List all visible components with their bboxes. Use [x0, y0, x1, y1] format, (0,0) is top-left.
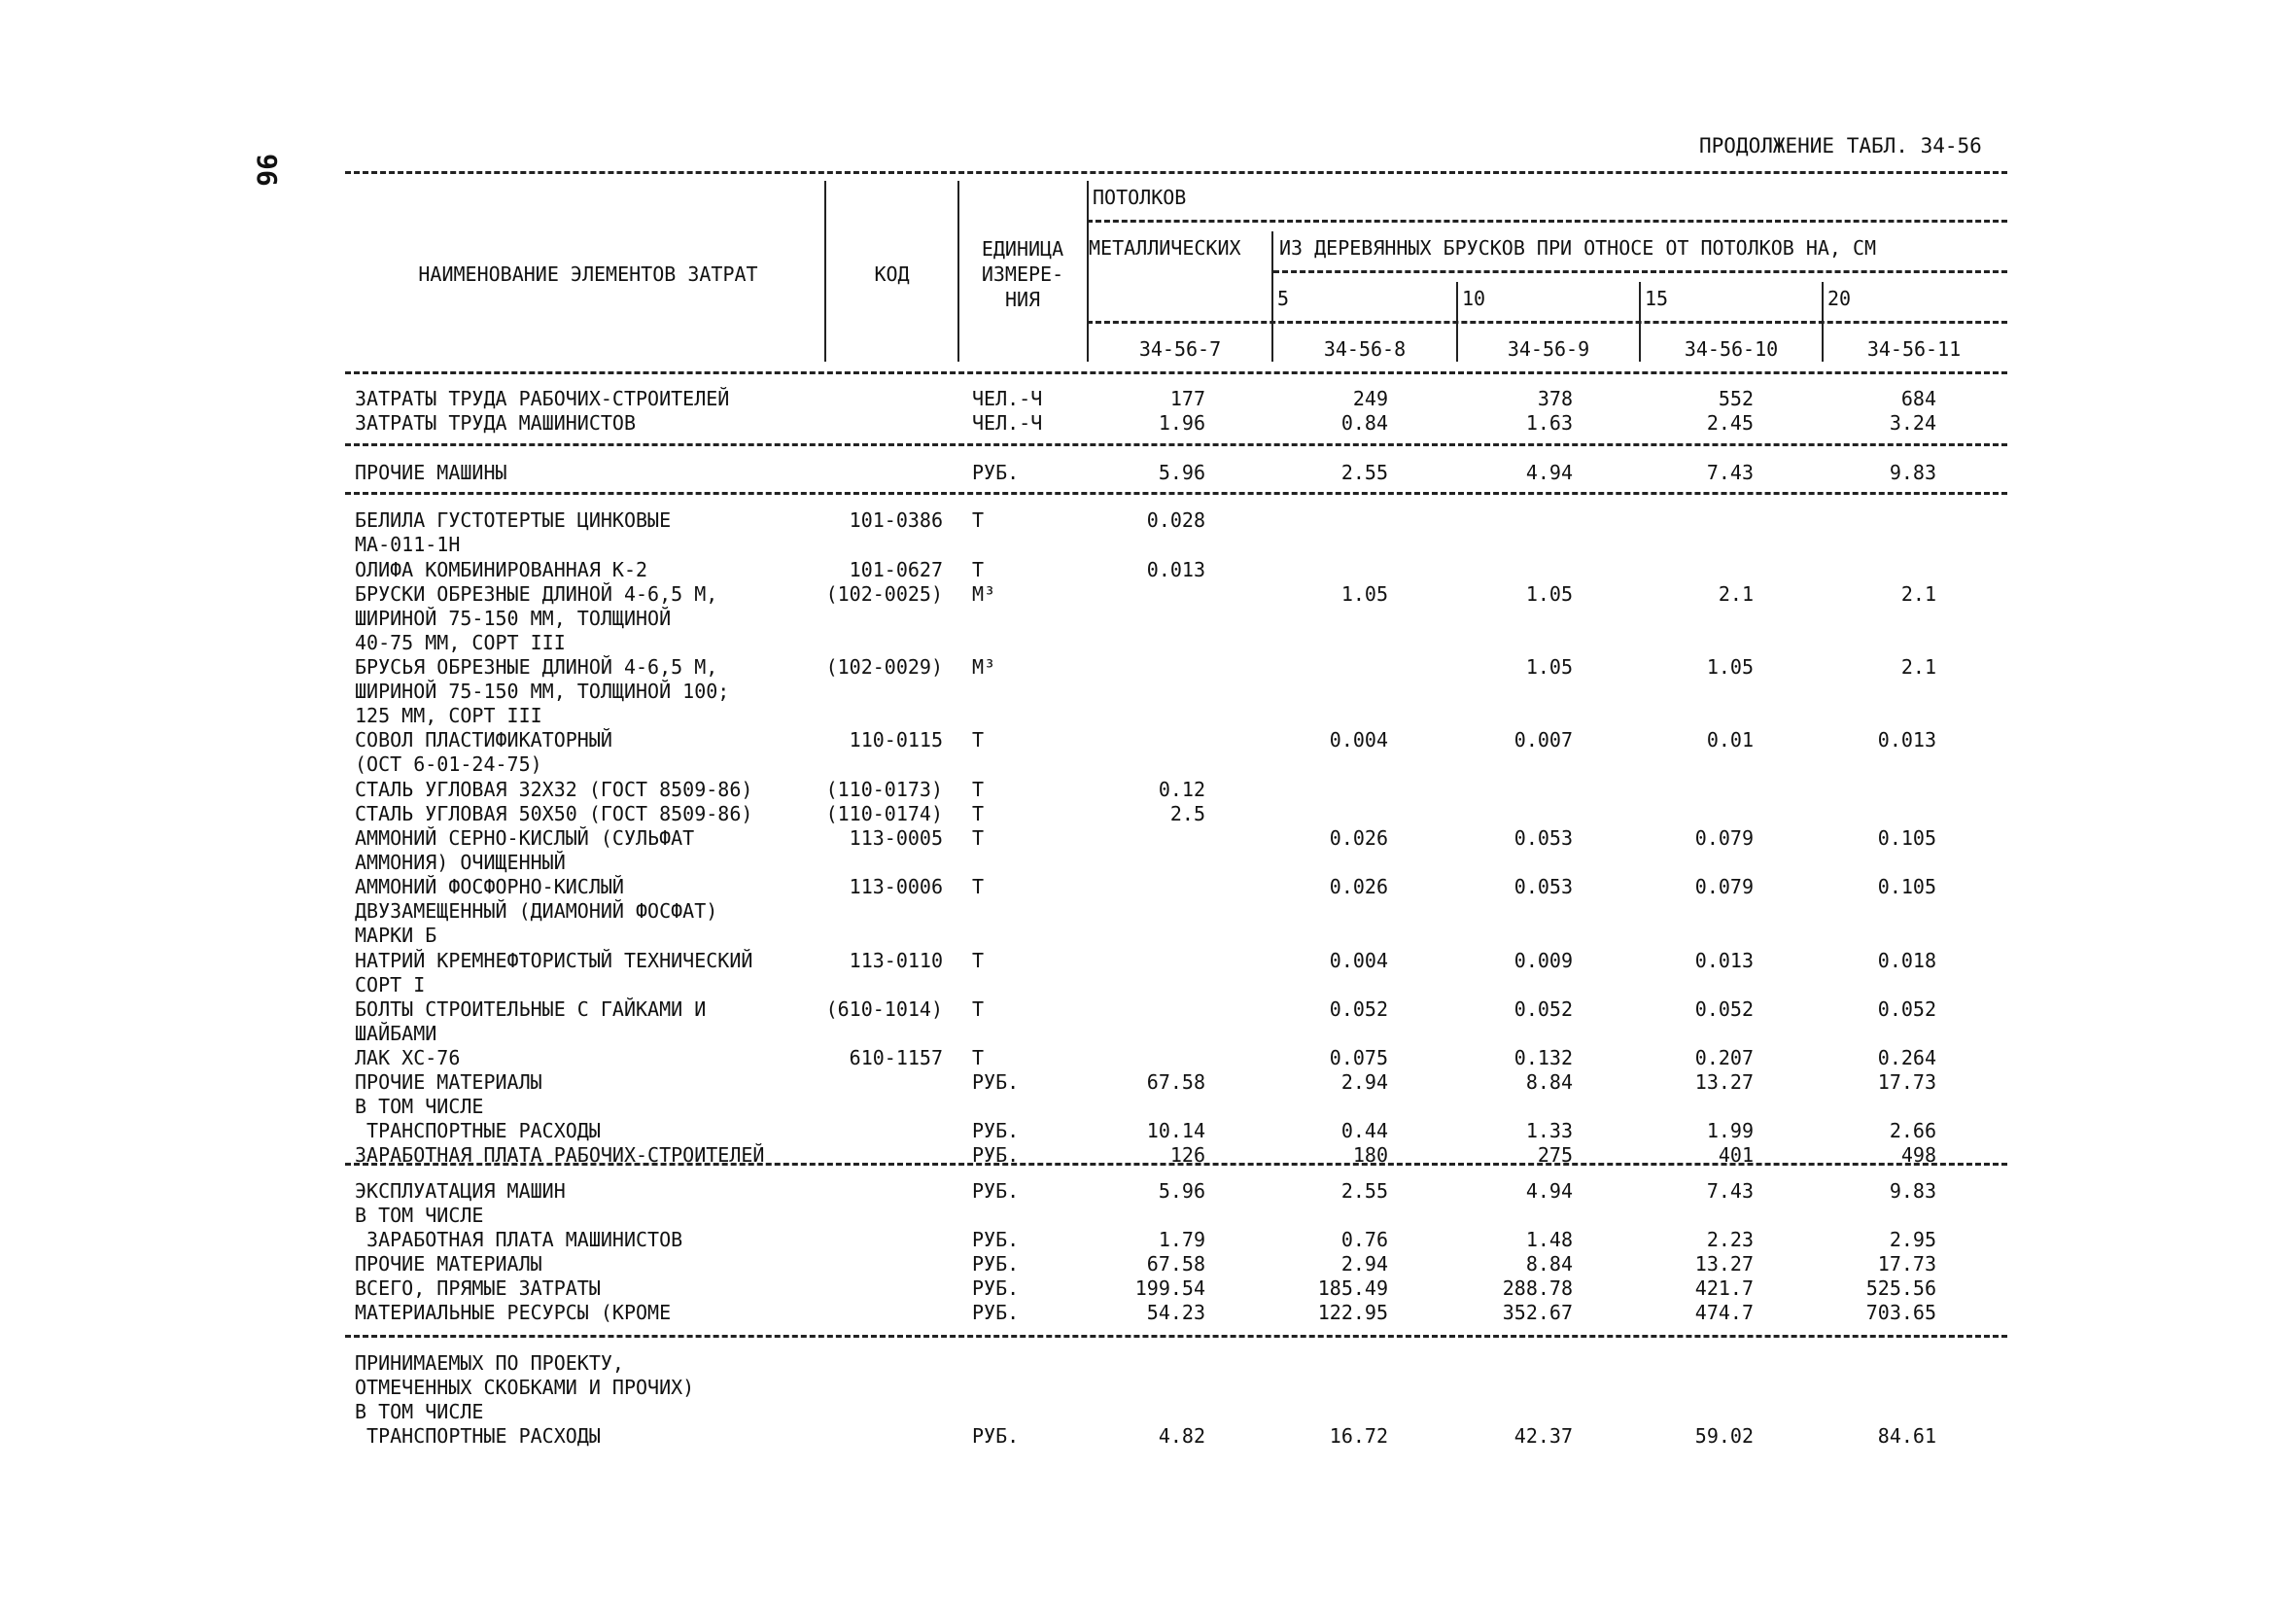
- row-value: 180: [1352, 1143, 1388, 1167]
- header-offset: 15: [1645, 287, 1669, 310]
- row-value: 498: [1900, 1143, 1936, 1167]
- row-name: ПРОЧИЕ МАТЕРИАЛЫ: [355, 1070, 542, 1094]
- row-unit: Т: [972, 778, 985, 801]
- row-value: 0.028: [1146, 508, 1205, 532]
- row-value: 2.1: [1718, 582, 1754, 606]
- row-value: 474.7: [1694, 1301, 1754, 1324]
- row-value: 2.55: [1340, 461, 1388, 484]
- header-column-code: 34-56-11: [1866, 337, 1962, 361]
- row-code: (102-0029): [825, 655, 943, 679]
- row-value: 4.82: [1158, 1424, 1205, 1448]
- row-unit: М³: [972, 582, 996, 606]
- header-rule-3: [1087, 321, 2007, 324]
- row-value: 0.053: [1513, 875, 1573, 898]
- row-code: 113-0110: [849, 949, 943, 972]
- row-unit: РУБ.: [972, 1301, 1020, 1324]
- row-value: 0.76: [1340, 1228, 1388, 1251]
- row-value: 177: [1169, 387, 1205, 410]
- row-value: 2.45: [1706, 411, 1754, 435]
- row-value: 0.84: [1340, 411, 1388, 435]
- header-column-code: 34-56-9: [1507, 337, 1590, 361]
- header-unit-line3: НИЯ: [1004, 288, 1041, 311]
- section-rule-2: [345, 492, 2007, 495]
- row-unit: Т: [972, 728, 985, 752]
- row-value: 0.018: [1877, 949, 1936, 972]
- row-name: ШИРИНОЙ 75-150 ММ, ТОЛЩИНОЙ 100;: [355, 680, 730, 703]
- header-unit-line2: ИЗМЕРЕ-: [981, 262, 1064, 286]
- row-value: 10.14: [1146, 1119, 1205, 1142]
- row-unit: ЧЕЛ.-Ч: [972, 387, 1043, 410]
- row-unit: Т: [972, 997, 985, 1021]
- header-column-code: 34-56-10: [1684, 337, 1779, 361]
- row-value: 2.1: [1900, 655, 1936, 679]
- row-value: 8.84: [1525, 1070, 1573, 1094]
- row-value: 0.013: [1694, 949, 1754, 972]
- row-value: 0.052: [1694, 997, 1754, 1021]
- page-number: 96: [251, 154, 283, 187]
- row-value: 4.94: [1525, 1179, 1573, 1203]
- row-value: 42.37: [1513, 1424, 1573, 1448]
- row-value: 2.5: [1169, 802, 1205, 825]
- row-value: 67.58: [1146, 1252, 1205, 1276]
- row-code: 113-0005: [849, 826, 943, 850]
- header-wood: ИЗ ДЕРЕВЯННЫХ БРУСКОВ ПРИ ОТНОСЕ ОТ ПОТОЛКОВ НА, СМ: [1279, 236, 1877, 260]
- row-unit: РУБ.: [972, 1276, 1020, 1300]
- row-name: БРУСЬЯ ОБРЕЗНЫЕ ДЛИНОЙ 4-6,5 М,: [355, 655, 718, 679]
- row-value: 1.48: [1525, 1228, 1573, 1251]
- header-offset: 10: [1462, 287, 1486, 310]
- row-name: ЗАТРАТЫ ТРУДА РАБОЧИХ-СТРОИТЕЛЕЙ: [355, 387, 730, 410]
- row-name: МАТЕРИАЛЬНЫЕ РЕСУРСЫ (КРОМЕ: [355, 1301, 672, 1324]
- header-offset: 5: [1277, 287, 1290, 310]
- row-value: 67.58: [1146, 1070, 1205, 1094]
- row-name: ЗАРАБОТНАЯ ПЛАТА МАШИНИСТОВ: [355, 1228, 683, 1251]
- row-value: 0.009: [1513, 949, 1573, 972]
- row-unit: РУБ.: [972, 1179, 1020, 1203]
- row-value: 0.052: [1329, 997, 1388, 1021]
- row-unit: Т: [972, 802, 985, 825]
- row-code: 113-0006: [849, 875, 943, 898]
- row-name: ТРАНСПОРТНЫЕ РАСХОДЫ: [355, 1119, 601, 1142]
- row-unit: РУБ.: [972, 1252, 1020, 1276]
- row-value: 3.24: [1889, 411, 1936, 435]
- row-name: ЭКСПЛУАТАЦИЯ МАШИН: [355, 1179, 566, 1203]
- row-value: 249: [1352, 387, 1388, 410]
- row-name: ВСЕГО, ПРЯМЫЕ ЗАТРАТЫ: [355, 1276, 601, 1300]
- row-name: ОЛИФА КОМБИНИРОВАННАЯ К-2: [355, 558, 648, 581]
- row-value: 1.05: [1525, 655, 1573, 679]
- row-unit: ЧЕЛ.-Ч: [972, 411, 1043, 435]
- header-rule-1: [1087, 220, 2007, 223]
- row-name: БРУСКИ ОБРЕЗНЫЕ ДЛИНОЙ 4-6,5 М,: [355, 582, 718, 606]
- row-value: 2.95: [1889, 1228, 1936, 1251]
- section-rule-4: [345, 1335, 2007, 1338]
- row-value: 8.84: [1525, 1252, 1573, 1276]
- row-value: 1.05: [1525, 582, 1573, 606]
- row-value: 703.65: [1865, 1301, 1936, 1324]
- header-name: НАИМЕНОВАНИЕ ЭЛЕМЕНТОВ ЗАТРАТ: [418, 262, 758, 286]
- row-value: 2.1: [1900, 582, 1936, 606]
- row-value: 13.27: [1694, 1252, 1754, 1276]
- row-value: 2.55: [1340, 1179, 1388, 1203]
- row-value: 0.079: [1694, 875, 1754, 898]
- row-name: 40-75 ММ, СОРТ III: [355, 631, 566, 654]
- row-code: 101-0386: [849, 508, 943, 532]
- row-value: 288.78: [1502, 1276, 1573, 1300]
- row-value: 54.23: [1146, 1301, 1205, 1324]
- row-name: ПРИНИМАЕМЫХ ПО ПРОЕКТУ,: [355, 1351, 624, 1375]
- header-separator: [1087, 181, 1089, 362]
- row-value: 16.72: [1329, 1424, 1388, 1448]
- row-value: 0.013: [1146, 558, 1205, 581]
- row-name: МА-011-1Н: [355, 533, 461, 556]
- row-value: 0.026: [1329, 826, 1388, 850]
- row-unit: Т: [972, 1046, 985, 1069]
- row-code: 101-0627: [849, 558, 943, 581]
- row-name: СОВОЛ ПЛАСТИФИКАТОРНЫЙ: [355, 728, 612, 752]
- row-name: ПРОЧИЕ МАТЕРИАЛЫ: [355, 1252, 542, 1276]
- section-rule-1: [345, 443, 2007, 446]
- row-value: 0.007: [1513, 728, 1573, 752]
- row-name: ДВУЗАМЕЩЕННЫЙ (ДИАМОНИЙ ФОСФАТ): [355, 899, 718, 923]
- row-code: (610-1014): [825, 997, 943, 1021]
- row-value: 0.052: [1513, 997, 1573, 1021]
- header-metal: МЕТАЛЛИЧЕСКИХ: [1089, 236, 1241, 260]
- row-name: СОРТ I: [355, 973, 426, 996]
- row-name: АММОНИЙ СЕРНО-КИСЛЫЙ (СУЛЬФАТ: [355, 826, 695, 850]
- row-value: 17.73: [1877, 1070, 1936, 1094]
- row-value: 7.43: [1706, 1179, 1754, 1203]
- row-value: 2.66: [1889, 1119, 1936, 1142]
- header-unit-line1: ЕДИНИЦА: [981, 237, 1064, 261]
- row-value: 0.105: [1877, 875, 1936, 898]
- row-name: ШАЙБАМИ: [355, 1022, 437, 1045]
- row-value: 684: [1900, 387, 1936, 410]
- row-value: 275: [1537, 1143, 1573, 1167]
- row-value: 5.96: [1158, 461, 1205, 484]
- row-value: 0.026: [1329, 875, 1388, 898]
- row-value: 1.96: [1158, 411, 1205, 435]
- row-value: 0.207: [1694, 1046, 1754, 1069]
- row-value: 0.013: [1877, 728, 1936, 752]
- row-value: 5.96: [1158, 1179, 1205, 1203]
- row-unit: М³: [972, 655, 996, 679]
- row-name: БЕЛИЛА ГУСТОТЕРТЫЕ ЦИНКОВЫЕ: [355, 508, 672, 532]
- row-unit: Т: [972, 508, 985, 532]
- row-name: 125 ММ, СОРТ III: [355, 704, 542, 727]
- row-value: 126: [1169, 1143, 1205, 1167]
- row-unit: Т: [972, 558, 985, 581]
- row-code: 610-1157: [849, 1046, 943, 1069]
- row-value: 1.63: [1525, 411, 1573, 435]
- row-unit: РУБ.: [972, 461, 1020, 484]
- row-value: 2.94: [1340, 1252, 1388, 1276]
- row-value: 401: [1718, 1143, 1754, 1167]
- row-value: 0.079: [1694, 826, 1754, 850]
- row-name: В ТОМ ЧИСЛЕ: [355, 1400, 484, 1423]
- row-value: 0.052: [1877, 997, 1936, 1021]
- row-value: 1.33: [1525, 1119, 1573, 1142]
- header-rule-2: [1273, 270, 2007, 273]
- row-value: 0.132: [1513, 1046, 1573, 1069]
- row-unit: РУБ.: [972, 1143, 1020, 1167]
- row-unit: Т: [972, 826, 985, 850]
- row-name: ШИРИНОЙ 75-150 ММ, ТОЛЩИНОЙ: [355, 607, 672, 630]
- row-name: СТАЛЬ УГЛОВАЯ 50Х50 (ГОСТ 8509-86): [355, 802, 753, 825]
- row-name: НАТРИЙ КРЕМНЕФТОРИСТЫЙ ТЕХНИЧЕСКИЙ: [355, 949, 753, 972]
- row-name: В ТОМ ЧИСЛЕ: [355, 1095, 484, 1118]
- row-name: АММОНИЯ) ОЧИЩЕННЫЙ: [355, 851, 566, 874]
- row-value: 84.61: [1877, 1424, 1936, 1448]
- header-ceilings: ПОТОЛКОВ: [1093, 186, 1187, 209]
- header-offset: 20: [1827, 287, 1852, 310]
- row-code: (110-0173): [825, 778, 943, 801]
- row-name: МАРКИ Б: [355, 924, 437, 947]
- row-name: БОЛТЫ СТРОИТЕЛЬНЫЕ С ГАЙКАМИ И: [355, 997, 707, 1021]
- row-value: 352.67: [1502, 1301, 1573, 1324]
- row-value: 4.94: [1525, 461, 1573, 484]
- row-value: 0.264: [1877, 1046, 1936, 1069]
- row-value: 185.49: [1317, 1276, 1388, 1300]
- row-value: 7.43: [1706, 461, 1754, 484]
- row-value: 1.79: [1158, 1228, 1205, 1251]
- row-name: ТРАНСПОРТНЫЕ РАСХОДЫ: [355, 1424, 601, 1448]
- row-value: 525.56: [1865, 1276, 1936, 1300]
- header-separator: [957, 181, 959, 362]
- row-code: (102-0025): [825, 582, 943, 606]
- row-value: 1.99: [1706, 1119, 1754, 1142]
- row-code: 110-0115: [849, 728, 943, 752]
- row-value: 0.12: [1158, 778, 1205, 801]
- row-value: 0.44: [1340, 1119, 1388, 1142]
- row-unit: РУБ.: [972, 1228, 1020, 1251]
- row-name: (ОСТ 6-01-24-75): [355, 752, 542, 776]
- row-name: ПРОЧИЕ МАШИНЫ: [355, 461, 507, 484]
- table-top-rule: [345, 171, 2007, 174]
- header-bottom-rule: [345, 371, 2007, 374]
- row-value: 0.053: [1513, 826, 1573, 850]
- header-column-code: 34-56-8: [1323, 337, 1407, 361]
- row-value: 13.27: [1694, 1070, 1754, 1094]
- row-unit: РУБ.: [972, 1424, 1020, 1448]
- row-name: ЛАК ХС-76: [355, 1046, 461, 1069]
- row-value: 1.05: [1706, 655, 1754, 679]
- row-value: 59.02: [1694, 1424, 1754, 1448]
- row-name: АММОНИЙ ФОСФОРНО-КИСЛЫЙ: [355, 875, 624, 898]
- row-unit: Т: [972, 949, 985, 972]
- row-value: 2.23: [1706, 1228, 1754, 1251]
- row-value: 17.73: [1877, 1252, 1936, 1276]
- row-value: 0.004: [1329, 949, 1388, 972]
- header-column-code: 34-56-7: [1138, 337, 1222, 361]
- row-value: 9.83: [1889, 1179, 1936, 1203]
- row-name: ЗАРАБОТНАЯ ПЛАТА РАБОЧИХ-СТРОИТЕЛЕЙ: [355, 1143, 765, 1167]
- row-value: 552: [1718, 387, 1754, 410]
- row-value: 0.075: [1329, 1046, 1388, 1069]
- row-name: ЗАТРАТЫ ТРУДА МАШИНИСТОВ: [355, 411, 636, 435]
- row-value: 199.54: [1134, 1276, 1205, 1300]
- row-name: СТАЛЬ УГЛОВАЯ 32Х32 (ГОСТ 8509-86): [355, 778, 753, 801]
- row-value: 0.01: [1706, 728, 1754, 752]
- continuation-title: ПРОДОЛЖЕНИЕ ТАБЛ. 34-56: [1699, 134, 1982, 157]
- row-value: 421.7: [1694, 1276, 1754, 1300]
- row-code: (110-0174): [825, 802, 943, 825]
- row-value: 0.004: [1329, 728, 1388, 752]
- row-value: 2.94: [1340, 1070, 1388, 1094]
- row-name: В ТОМ ЧИСЛЕ: [355, 1204, 484, 1227]
- row-value: 378: [1537, 387, 1573, 410]
- header-code: КОД: [874, 262, 910, 286]
- row-value: 9.83: [1889, 461, 1936, 484]
- row-value: 1.05: [1340, 582, 1388, 606]
- row-value: 122.95: [1317, 1301, 1388, 1324]
- row-unit: РУБ.: [972, 1070, 1020, 1094]
- row-unit: Т: [972, 875, 985, 898]
- row-name: ОТМЕЧЕННЫХ СКОБКАМИ И ПРОЧИХ): [355, 1376, 695, 1399]
- row-value: 0.105: [1877, 826, 1936, 850]
- row-unit: РУБ.: [972, 1119, 1020, 1142]
